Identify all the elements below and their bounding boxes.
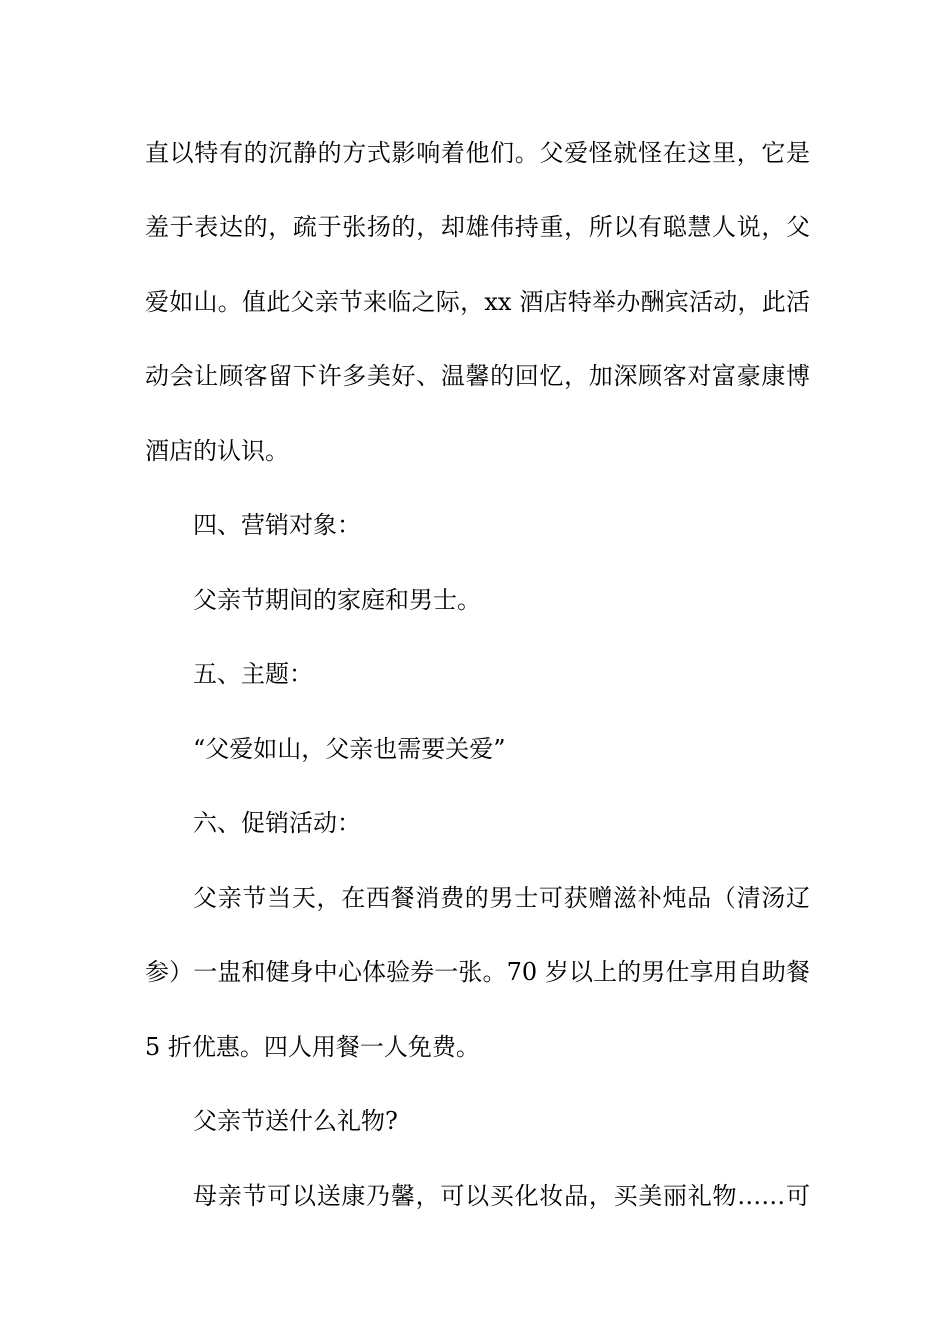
paragraph-line: 父亲节期间的家庭和男士。	[193, 586, 481, 614]
paragraph-line: 酒店的认识。	[145, 437, 289, 465]
paragraph-line: 爱如山。值此父亲节来临之际，xx 酒店特举办酬宾活动，此活	[145, 288, 810, 316]
section-heading-promotion: 六、促销活动：	[193, 809, 361, 837]
paragraph-line: 父亲节当天，在西餐消费的男士可获赠滋补炖品（清汤辽	[193, 884, 810, 912]
paragraph-line: 参）一盅和健身中心体验券一张。70 岁以上的男仕享用自助餐	[145, 958, 810, 986]
section-heading-theme: 五、主题：	[193, 660, 313, 688]
subheading-gift-question: 父亲节送什么礼物?	[193, 1107, 398, 1135]
theme-quote: “父爱如山，父亲也需要关爱”	[193, 735, 506, 763]
paragraph-line: 羞于表达的，疏于张扬的，却雄伟持重，所以有聪慧人说，父	[145, 213, 810, 241]
paragraph-line: 直以特有的沉静的方式影响着他们。父爱怪就怪在这里，它是	[145, 139, 810, 167]
paragraph-line: 母亲节可以送康乃馨，可以买化妆品，买美丽礼物……可	[193, 1182, 810, 1210]
paragraph-line: 动会让顾客留下许多美好、温馨的回忆，加深顾客对富豪康博	[145, 362, 810, 390]
paragraph-line: 5 折优惠。四人用餐一人免费。	[145, 1033, 480, 1061]
section-heading-target-audience: 四、营销对象：	[193, 511, 361, 539]
